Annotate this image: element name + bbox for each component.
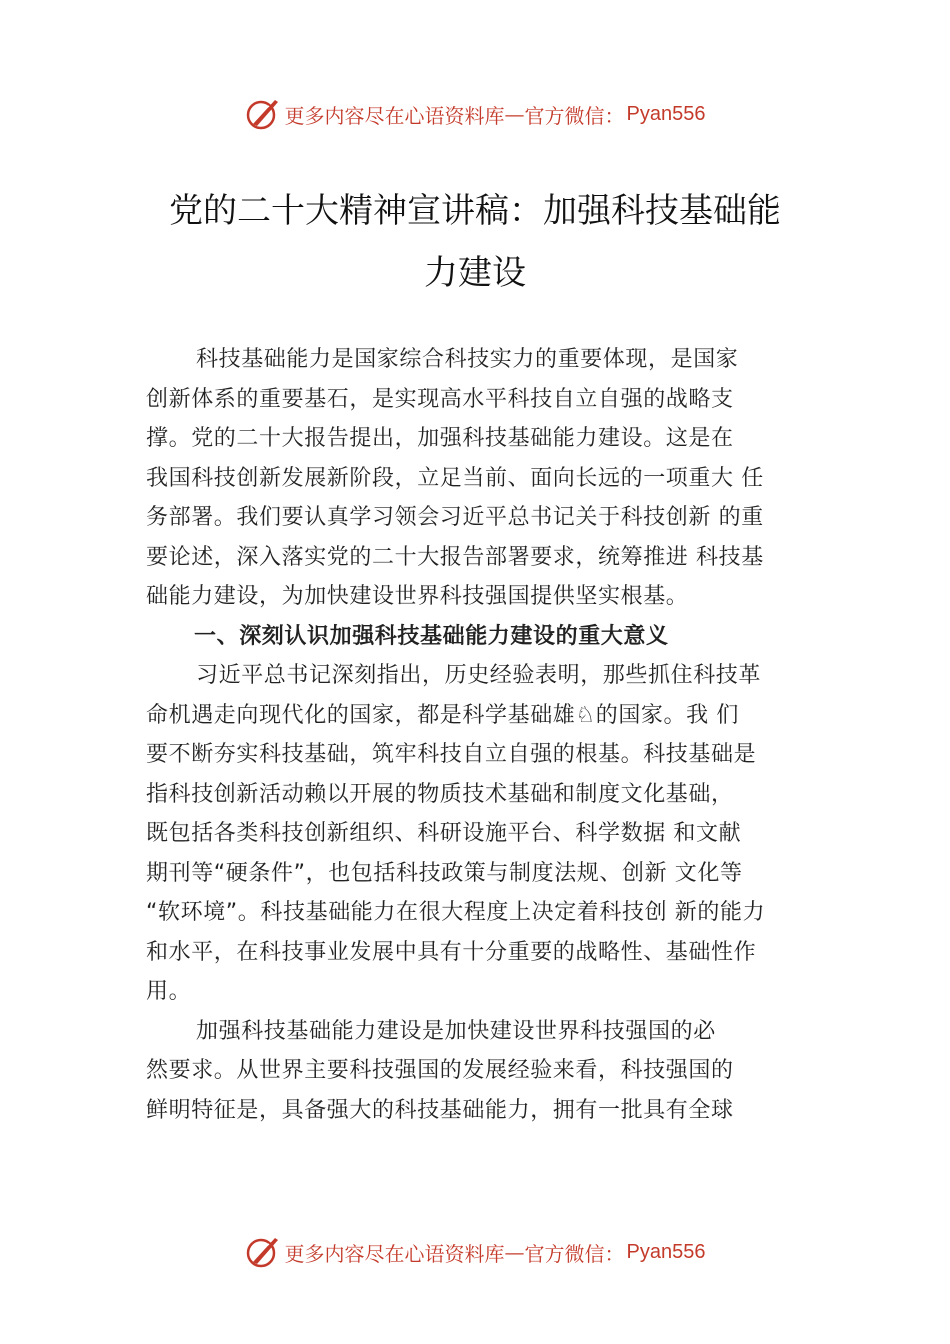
watermark-wechat-label: 官方微信： <box>524 103 625 128</box>
paragraph-line: 加强科技基础能力建设是加快建设世界科技强国的必 <box>196 1018 716 1044</box>
paragraph-line: 用。 <box>146 979 192 1004</box>
paragraph-line: 要不断夯实科技基础，筑牢科技自立自强的根基。科技基础是 <box>146 742 757 767</box>
title-line: 党的二十大精神宣讲稿：加强科技基础能 <box>169 191 781 231</box>
section-heading: 一、深刻认识加强科技基础能力建设的重大意义 <box>194 623 669 649</box>
watermark-brand: 更多内容尽在心语资料库 <box>284 103 505 128</box>
paragraph-line: 鲜明特征是，具备强大的科技基础能力，拥有一批具有全球 <box>146 1097 734 1123</box>
watermark-separator: — <box>504 102 525 126</box>
quill-logo-icon <box>245 1234 281 1270</box>
watermark-wechat-id: Pyan556 <box>626 1240 706 1263</box>
document-title <box>0 180 950 304</box>
watermark-wechat-label: 官方微信： <box>524 1241 625 1266</box>
paragraph-line: 然要求。从世界主要科技强国的发展经验来看，科技强国的 <box>146 1058 734 1083</box>
paragraph-line: 要论述，深入落实党的二十大报告部署要求，统筹推进 科技基 <box>146 544 764 570</box>
watermark-wechat-id: Pyan556 <box>626 102 706 125</box>
header-watermark <box>0 94 950 134</box>
paragraph-line: 命机遇走向现代化的国家，都是科学基础雄♘的国家。我 们 <box>146 702 739 728</box>
paragraph-line: 础能力建设，为加快建设世界科技强国提供坚实根基。 <box>146 584 689 609</box>
quill-logo-icon <box>245 96 281 132</box>
paragraph-line: 指科技创新活动赖以开展的物质技术基础和制度文化基础， <box>146 781 734 807</box>
paragraph-line: 撑。党的二十大报告提出，加强科技基础能力建设。这是在 <box>146 426 734 451</box>
title-line: 力建设 <box>424 253 526 293</box>
paragraph-line: 科技基础能力是国家综合科技实力的重要体现，是国家 <box>196 347 739 372</box>
paragraph-line: 习近平总书记深刻指出，历史经验表明，那些抓住科技革 <box>196 663 762 688</box>
paragraph-line: 我国科技创新发展新阶段，立足当前、面向长远的一项重大 任 <box>146 465 764 491</box>
paragraph-line: 务部署。我们要认真学习领会习近平总书记关于科技创新 的重 <box>146 505 764 530</box>
paragraph-line: 和水平，在科技事业发展中具有十分重要的战略性、基础性作 <box>146 939 757 965</box>
document-body <box>146 340 836 1130</box>
paragraph-line: 既包括各类科技创新组织、科研设施平台、科学数据 和文献 <box>146 821 742 846</box>
paragraph-line: 创新体系的重要基石，是实现高水平科技自立自强的战略支 <box>146 386 734 412</box>
footer-watermark <box>0 1232 950 1272</box>
paragraph-line: “软环境”。科技基础能力在很大程度上决定着科技创 新的能力 <box>146 900 766 925</box>
watermark-separator: — <box>504 1240 525 1264</box>
watermark-brand: 更多内容尽在心语资料库 <box>284 1241 505 1266</box>
paragraph-line: 期刊等“硬条件”，也包括科技政策与制度法规、创新 文化等 <box>146 860 743 886</box>
